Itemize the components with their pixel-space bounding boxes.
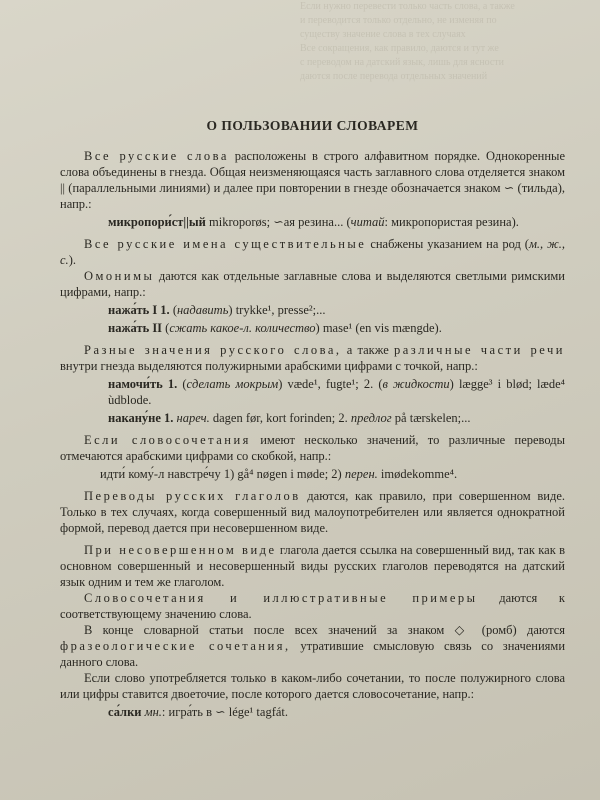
entry-tail: på tærskelen;... — [391, 411, 471, 425]
entry-text: ( — [162, 321, 170, 335]
entry-italic: перен. — [341, 467, 378, 481]
gender-abbreviations: м., ж., с. — [60, 237, 565, 267]
entry-text: ( — [177, 377, 187, 391]
ghost-line: существу значение слова в тех случаях — [300, 29, 466, 40]
spaced-term: Омонимы — [84, 269, 155, 283]
entry-headword: са́лки — [108, 705, 142, 719]
ghost-line: и переводится только отдельно, не изменяя по — [300, 15, 497, 26]
paragraph-gender — [60, 236, 565, 268]
spaced-term: Словосочетания и иллюстративные примеры — [84, 591, 478, 605]
entry-headword: микропори́ст||ый — [108, 215, 206, 229]
entry-italic: в жидкости — [382, 377, 450, 391]
paragraph-text: даются, как правило, при совершенном виде. Только в тех случаях, когда совершенный вид малоупотребителен или является однократной формой, перевод дается при несовершенном виде. — [60, 489, 565, 535]
example-entry — [60, 320, 565, 336]
entry-italic: мн. — [141, 705, 162, 719]
paragraph-text: Если слово употребляется только в каком-либо сочетании, то после полужирного слова или цифры ставится двоеточие, после которого дается словосочетание, напр.: — [60, 671, 565, 701]
page-title: О ПОЛЬЗОВАНИИ СЛОВАРЕМ — [206, 118, 419, 133]
entry-tail: imødekomme⁴. — [377, 467, 458, 481]
entry-text: mikroporøs; ∽ая резина... ( — [205, 215, 351, 229]
entry-text: dagen før, kort forinden; 2. — [209, 411, 348, 425]
entry-italic: сжать какое-л. количество — [169, 321, 316, 335]
spaced-term: Все русские слова — [84, 149, 229, 163]
entry-italic: надавить — [176, 303, 229, 317]
ghost-line: с переводом на датский язык, лишь для ясности — [300, 57, 505, 68]
spaced-term: Если словосочетания — [84, 433, 251, 447]
paragraph-alphabetical-order — [60, 148, 565, 212]
spaced-term: различные части речи — [393, 343, 565, 357]
entry-text: ) væde¹, fugte¹; 2. ( — [278, 377, 383, 391]
spaced-term: При несовершенном виде — [84, 543, 277, 557]
ghost-line: даются после перевода отдельных значений — [300, 71, 488, 82]
entry-tail: ) lægge³ i blød; læde⁴ ùdblode. — [108, 377, 565, 407]
paragraph-text: внутри гнезда выделяются полужирными арабскими цифрами с точкой, напр.: — [60, 359, 478, 373]
entry-tail: ) mase¹ (en vis mængde). — [315, 321, 442, 335]
entry-headword: накану́не 1. — [108, 411, 174, 425]
paragraph-phraseology — [60, 622, 565, 670]
entry-text: ( — [169, 303, 177, 317]
example-entry — [60, 376, 565, 408]
entry-tail: : микропористая резина). — [384, 215, 519, 229]
paragraph-examples — [60, 590, 565, 622]
paragraph-text: расположены в строго алфавитном порядке. Однокоренные слова объединены в гнезда. Общая неизменяющаяся часть заглавного слова отделяется знаком || (параллельными линиями) и далее при повторении в гнезде обозначается знаком ∽ (тильда), напр.: — [60, 149, 566, 211]
paragraph-text: имеют несколько значений, то различные переводы отмечаются арабскими цифрами со скобкой, напр.: — [60, 433, 566, 463]
paragraph-verb-translations — [60, 488, 565, 536]
paragraph-combination-only — [60, 670, 565, 702]
entry-italic: сделать мокрым — [186, 377, 279, 391]
paragraph-text: В конце словарной статьи после всех значений за знаком ◇ (ромб) даются — [84, 623, 565, 637]
example-entry — [60, 302, 565, 318]
spaced-term: фразеологические сочетания, — [60, 639, 291, 653]
entry-tail: : игра́ть в ∽ lége¹ tagfát. — [161, 705, 288, 719]
paragraph-meanings — [60, 342, 565, 374]
ghost-line: Если нужно перевести только часть слова, а также — [300, 1, 515, 12]
entry-headword: намочи́ть 1. — [108, 377, 178, 391]
paragraph-text: утратившие смысловую связь со значениями данного слова. — [60, 639, 566, 669]
example-entry — [60, 466, 565, 482]
paragraph-homonyms — [60, 268, 565, 300]
paragraph-text: снабжены указанием на род ( — [370, 237, 529, 251]
page-content — [60, 118, 565, 720]
paragraph-text: даются как отдельные заглавные слова и выделяются светлыми римскими цифрами, напр.: — [60, 269, 565, 299]
ghost-line: Все сокращения, как правило, даются и тут же — [300, 43, 499, 54]
paragraph-imperfective — [60, 542, 565, 590]
entry-text: идти́ кому́-л навстре́чу 1) gå⁴ nøgen i møde; 2) — [100, 467, 342, 481]
paragraph-text: а также — [346, 343, 389, 357]
paragraph-text: даются к соответствующему значению слова. — [60, 591, 565, 621]
entry-headword: нажа́ть I 1. — [108, 303, 170, 317]
paragraph-text: глагола дается ссылка на совершенный вид, так как в основном совершенный и несовершенный виды русских глаголов переводятся на датский язык одним и тем же глаголом. — [60, 543, 565, 589]
spaced-term: Все русские имена существительные — [84, 237, 367, 251]
example-entry — [60, 704, 565, 720]
bleed-through-text — [300, 0, 600, 120]
entry-italic: читай — [350, 215, 385, 229]
spaced-term: Разные значения русского слова, — [84, 343, 342, 357]
example-entry — [60, 214, 565, 230]
example-entry — [60, 410, 565, 426]
entry-italic: нареч. — [173, 411, 210, 425]
entry-tail: ) trykke¹, presse²;... — [228, 303, 326, 317]
entry-headword: нажа́ть II — [108, 321, 163, 335]
paragraph-word-combinations — [60, 432, 565, 464]
entry-italic: предлог — [347, 411, 392, 425]
spaced-term: Переводы русских глаголов — [84, 489, 301, 503]
paragraph-tail: ). — [68, 253, 76, 267]
